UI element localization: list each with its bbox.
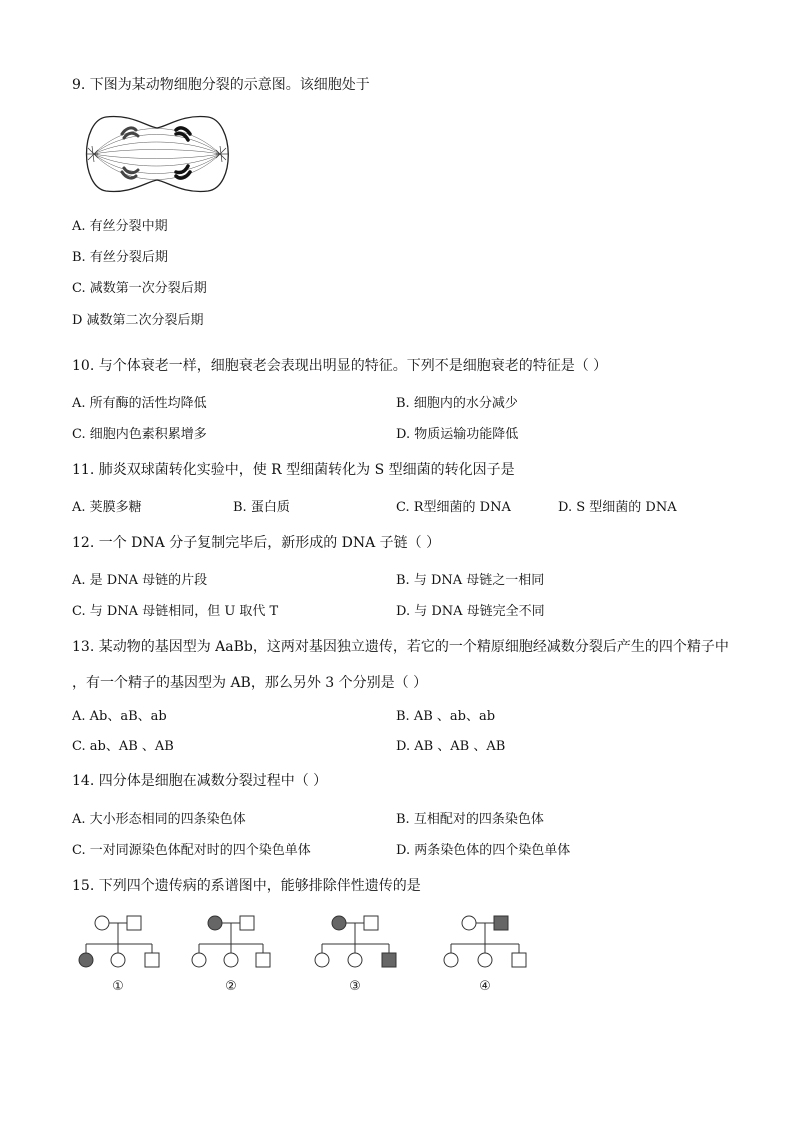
q12-stem: 12. 一个 DNA 分子复制完毕后，新形成的 DNA 子链（ ） bbox=[72, 535, 441, 551]
q14-option-c: C. 一对同源染色体配对时的四个染色单体 bbox=[72, 843, 311, 858]
q9-option-c: C. 减数第一次分裂后期 bbox=[72, 281, 207, 296]
q10-option-b: B. 细胞内的水分减少 bbox=[396, 396, 518, 411]
q12-option-d: D. 与 DNA 母链完全不同 bbox=[396, 604, 545, 619]
pedigree-label-4: ④ bbox=[479, 979, 491, 994]
q9-option-a: A. 有丝分裂中期 bbox=[72, 219, 168, 234]
q13-option-b: B. AB 、ab、ab bbox=[396, 709, 496, 724]
q11-option-b: B. 蛋白质 bbox=[233, 500, 290, 515]
q14-stem: 14. 四分体是细胞在减数分裂过程中（ ） bbox=[72, 773, 328, 789]
q11-stem: 11. 肺炎双球菌转化实验中，使 R 型细菌转化为 S 型细菌的转化因子是 bbox=[72, 462, 515, 478]
q12-option-b: B. 与 DNA 母链之一相同 bbox=[396, 573, 545, 588]
pedigree-label-2: ② bbox=[225, 979, 237, 994]
q11-option-a: A. 荚膜多糖 bbox=[72, 500, 142, 515]
pedigree-label-3: ③ bbox=[349, 979, 361, 994]
pedigree-3 bbox=[315, 916, 396, 967]
q9-stem: 9. 下图为某动物细胞分裂的示意图。该细胞处于 bbox=[72, 77, 370, 93]
q13-option-a: A. Ab、aB、ab bbox=[72, 709, 167, 724]
q11-option-c: C. R型细菌的 DNA bbox=[396, 500, 511, 515]
q13-stem: 13. 某动物的基因型为 AaBb，这两对基因独立遗传，若它的一个精原细胞经减数分裂后产生的四个精子中 bbox=[72, 639, 729, 655]
pedigree-4 bbox=[444, 916, 526, 967]
q14-option-a: A. 大小形态相同的四条染色体 bbox=[72, 812, 246, 827]
q13-option-d: D. AB 、AB 、AB bbox=[396, 739, 506, 754]
q13-stem-continued: ，有一个精子的基因型为 AB，那么另外 3 个分别是（ ） bbox=[72, 675, 428, 691]
pedigree-charts bbox=[74, 908, 534, 998]
pedigree-1 bbox=[79, 916, 159, 967]
cell-division-figure bbox=[76, 112, 238, 196]
q12-option-a: A. 是 DNA 母链的片段 bbox=[72, 573, 208, 588]
q14-option-b: B. 互相配对的四条染色体 bbox=[396, 812, 544, 827]
q9-option-b: B. 有丝分裂后期 bbox=[72, 250, 168, 265]
q10-option-a: A. 所有酶的活性均降低 bbox=[72, 396, 207, 411]
q9-option-d: D 减数第二次分裂后期 bbox=[72, 313, 204, 328]
q13-option-c: C. ab、AB 、AB bbox=[72, 739, 174, 754]
q12-option-c: C. 与 DNA 母链相同，但 U 取代 T bbox=[72, 604, 279, 619]
q10-option-d: D. 物质运输功能降低 bbox=[396, 427, 519, 442]
q10-option-c: C. 细胞内色素积累增多 bbox=[72, 427, 207, 442]
pedigree-label-1: ① bbox=[112, 979, 124, 994]
q15-stem: 15. 下列四个遗传病的系谱图中，能够排除伴性遗传的是 bbox=[72, 878, 421, 894]
q14-option-d: D. 两条染色体的四个染色单体 bbox=[396, 843, 571, 858]
pedigree-2 bbox=[192, 916, 270, 967]
q11-option-d: D. S 型细菌的 DNA bbox=[558, 500, 677, 515]
q10-stem: 10. 与个体衰老一样，细胞衰老会表现出明显的特征。下列不是细胞衰老的特征是（ ） bbox=[72, 358, 608, 374]
